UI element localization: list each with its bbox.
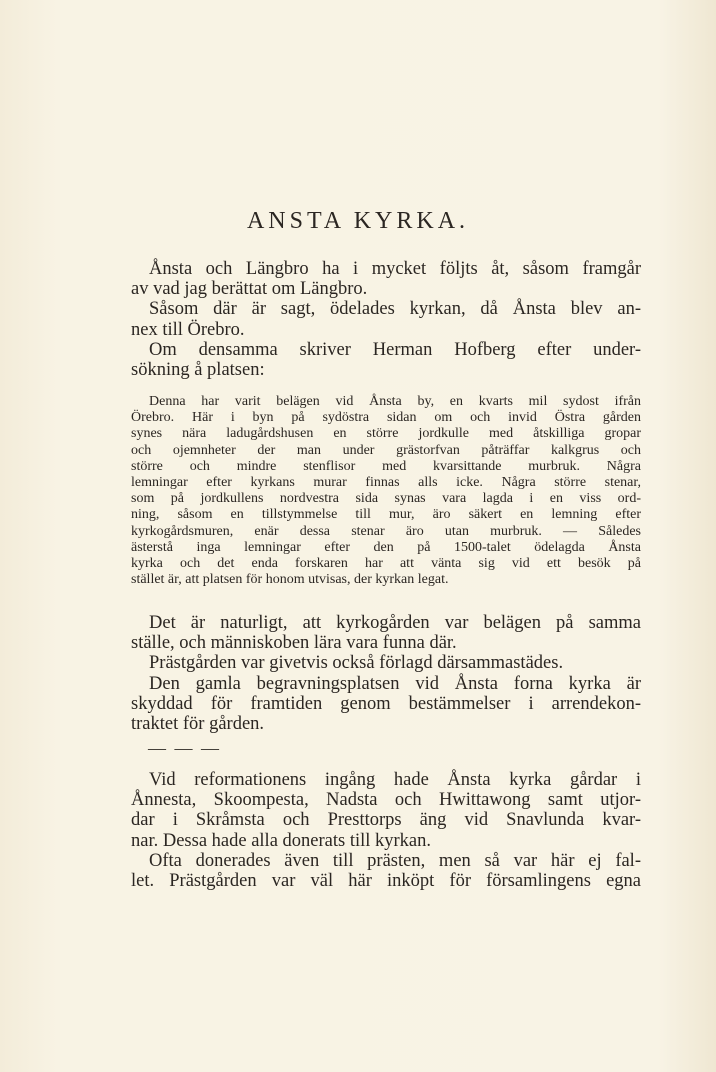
quote-line: ästerstå inga lemningar efter den på 1500-talet ödelagda Ånsta [131, 539, 641, 555]
quote-line: kyrka och det enda forskaren har att vänta sig vid ett besök på [131, 556, 641, 572]
text-line: ställe, och människoben lära vara funna där. [131, 633, 457, 654]
text-line: nar. Dessa hade alla donerats till kyrkan. [131, 830, 432, 851]
section-separator: — — — [148, 738, 221, 758]
text-line: av vad jag berättat om Längbro. [131, 279, 368, 300]
quote-line: lemningar efter kyrkans murar finnas alls icke. Några större stenar, [131, 475, 641, 491]
quote-line: som på jordkullens nordvestra sida synas vara lagda i en viss ord- [131, 491, 641, 507]
intro-paragraphs [131, 259, 641, 380]
quote-line: Denna har varit belägen vid Ånsta by, en kvarts mil sydost ifrån [149, 394, 641, 409]
end-paragraphs [131, 770, 641, 891]
text-line: Det är naturligt, att kyrkogården var belägen på samma [149, 613, 641, 633]
text-line: traktet för gården. [131, 714, 265, 735]
text-line: dar i Skråmsta och Presttorps äng vid Snavlunda kvar- [131, 810, 641, 831]
text-line: Den gamla begravningsplatsen vid Ånsta forna kyrka är [149, 673, 641, 694]
text-line: Prästgården var givetvis också förlagd därsammastädes. [149, 653, 564, 674]
text-line: Ånnesta, Skoompesta, Nadsta och Hwittawong samt utjor- [131, 790, 641, 811]
text-line: Ånsta och Längbro ha i mycket följts åt, såsom framgår [149, 259, 641, 279]
text-line: let. Prästgården var väl här inköpt för församlingens egna [131, 871, 641, 892]
quotation [131, 394, 641, 588]
text-line: sökning å platsen: [131, 360, 265, 381]
page-title: ANSTA KYRKA. [246, 208, 470, 234]
quote-line: ning, såsom en tillstymmelse till mur, äro säkert en lemning efter [131, 507, 641, 523]
quote-line: och ojemnheter der man under grästorfvan påträffar kalkgrus och [131, 442, 641, 458]
text-line: Om densamma skriver Herman Hofberg efter under- [149, 339, 641, 360]
quote-line: kyrkogårdsmuren, enär dessa stenar äro utan murbruk. — Således [131, 523, 641, 539]
text-line: nex till Örebro. [131, 319, 245, 340]
quote-line: stället är, att platsen för honom utvisas, der kyrkan legat. [131, 572, 449, 588]
quote-line: Örebro. Här i byn på sydöstra sidan om och invid Östra gården [131, 410, 641, 426]
text-line: Ofta donerades även till prästen, men så var här ej fal- [149, 850, 641, 871]
middle-paragraphs [131, 613, 641, 734]
quote-line: synes nära ladugårdshusen en större jordkulle med åtskilliga gropar [131, 426, 641, 442]
text-line: skyddad för framtiden genom bestämmelser i arrendekon- [131, 693, 641, 714]
text-line: Såsom där är sagt, ödelades kyrkan, då Ånsta blev an- [149, 299, 641, 320]
text-line: Vid reformationens ingång hade Ånsta kyrka gårdar i [149, 770, 641, 790]
quote-line: större och mindre stenflisor med kvarsittande murbruk. Några [131, 458, 641, 474]
